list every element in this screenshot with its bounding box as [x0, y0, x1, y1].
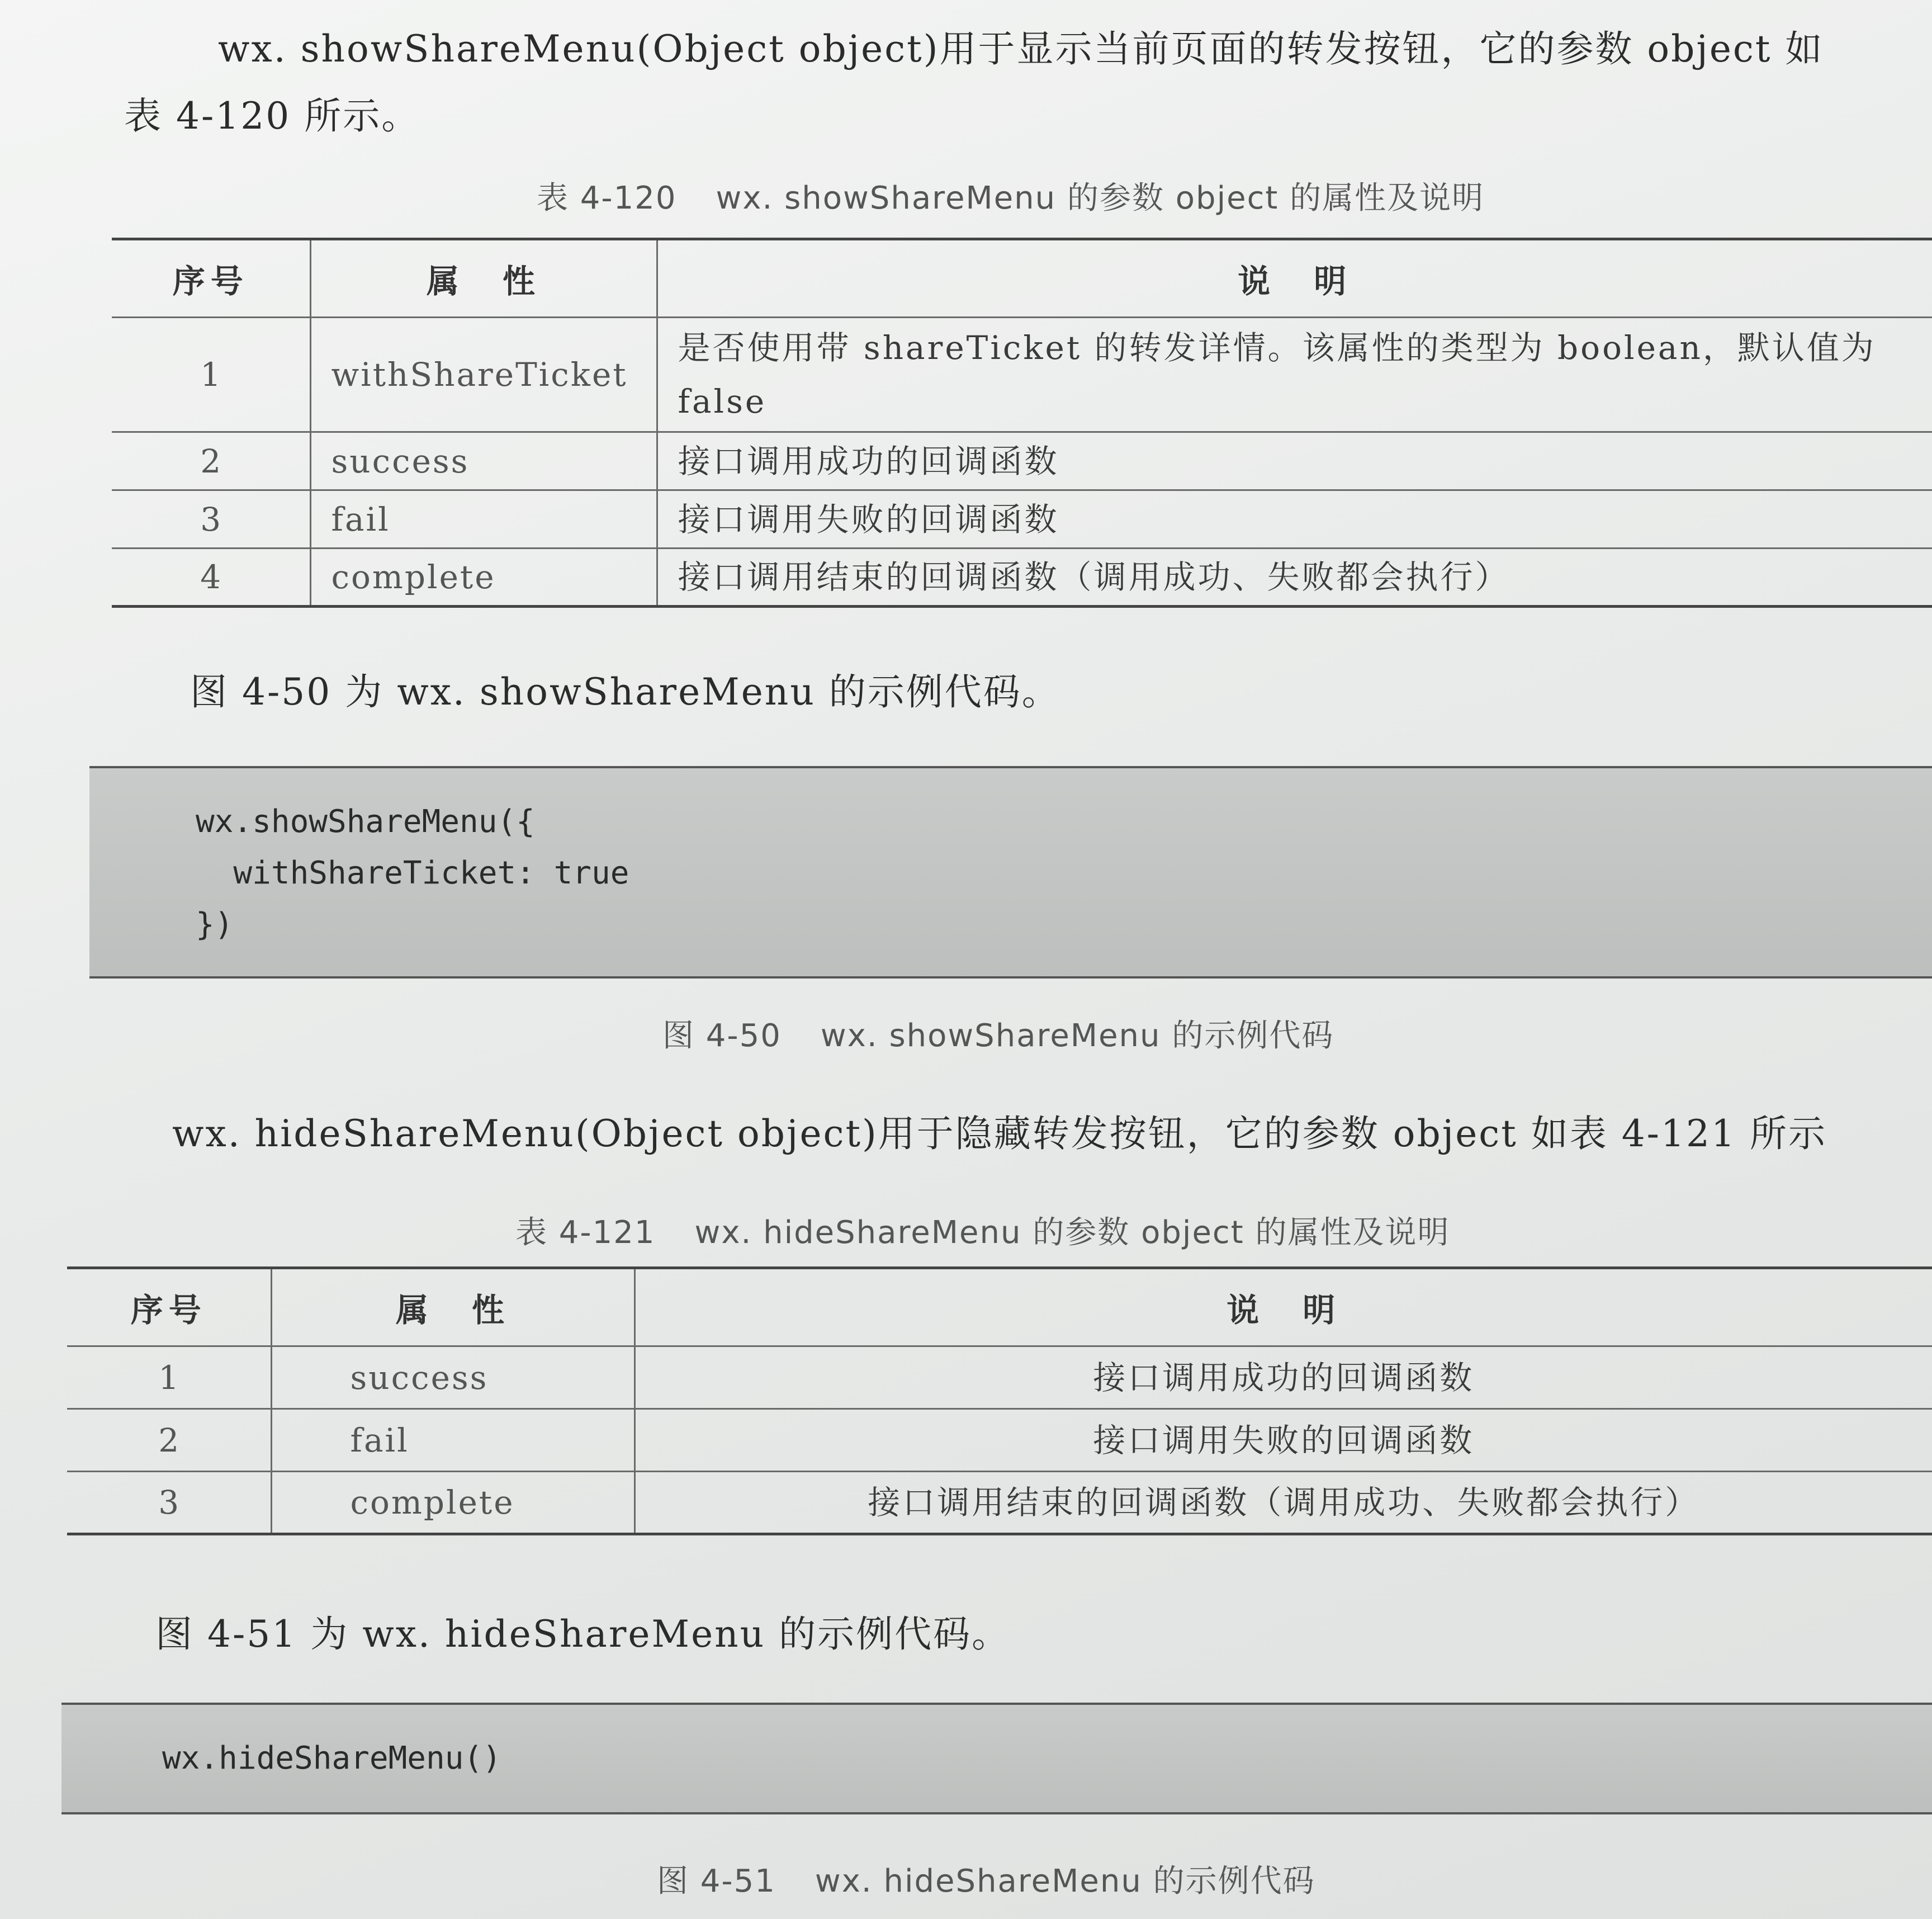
- row-description: 接口调用成功的回调函数: [657, 432, 1932, 490]
- row-index: 1: [67, 1346, 271, 1409]
- table-row: [67, 1409, 1932, 1472]
- table-caption-text: wx. hideShareMenu 的参数 object 的属性及说明: [694, 1214, 1450, 1251]
- code-line: wx.hideShareMenu(): [162, 1740, 501, 1776]
- table-caption: [537, 173, 1484, 218]
- code-line: withShareTicket: true: [196, 855, 629, 891]
- intro-paragraph-2: wx. hideShareMenu(Object object)用于隐藏转发按钮，它的参数 object 如表 4-121 所示: [172, 1112, 1827, 1155]
- row-index: 4: [112, 549, 310, 607]
- header-index: 序号: [112, 239, 310, 318]
- header-property: 属 性: [310, 239, 657, 318]
- table-row: [112, 549, 1932, 607]
- row-index: 2: [67, 1409, 271, 1472]
- table-row: [67, 1346, 1932, 1409]
- table-header-row: [112, 239, 1932, 318]
- table-caption-number: 表 4-121: [515, 1214, 656, 1251]
- row-index: 3: [112, 490, 310, 549]
- table-row: [112, 490, 1932, 549]
- row-index: 3: [67, 1472, 271, 1534]
- code-line: }): [196, 906, 234, 943]
- code-block-show: [89, 766, 1932, 979]
- figure-caption: [662, 1011, 1334, 1056]
- row-description: 接口调用结束的回调函数（调用成功、失败都会执行）: [634, 1472, 1932, 1534]
- table-header-row: [67, 1268, 1932, 1346]
- row-property: fail: [271, 1409, 634, 1472]
- table-caption: [515, 1208, 1450, 1252]
- row-property: complete: [310, 549, 657, 607]
- row-property: withShareTicket: [310, 318, 657, 432]
- row-index: 1: [112, 318, 310, 432]
- figure-reference-2: 图 4-51 为 wx. hideShareMenu 的示例代码。: [155, 1613, 1011, 1656]
- header-index: 序号: [67, 1268, 271, 1346]
- params-table-show: [112, 238, 1932, 608]
- header-description: 说 明: [634, 1268, 1932, 1346]
- figure-caption-text: wx. showShareMenu 的示例代码: [820, 1018, 1334, 1054]
- table-row: [67, 1472, 1932, 1534]
- intro-paragraph-line-1: wx. showShareMenu(Object object)用于显示当前页面的转发按钮，它的参数 object 如: [218, 27, 1824, 70]
- figure-reference-1: 图 4-50 为 wx. showShareMenu 的示例代码。: [190, 670, 1060, 713]
- header-description: 说 明: [657, 239, 1932, 318]
- figure-caption-number: 图 4-50: [662, 1018, 782, 1054]
- row-index: 2: [112, 432, 310, 490]
- figure-caption-number: 图 4-51: [657, 1863, 776, 1899]
- row-property: fail: [310, 490, 657, 549]
- figure-caption: [657, 1856, 1315, 1901]
- row-property: complete: [271, 1472, 634, 1534]
- row-property: success: [310, 432, 657, 490]
- row-description: 接口调用失败的回调函数: [657, 490, 1932, 549]
- row-description: 接口调用失败的回调函数: [634, 1409, 1932, 1472]
- table-row: [112, 432, 1932, 490]
- row-description: 接口调用成功的回调函数: [634, 1346, 1932, 1409]
- code-block-hide: [61, 1703, 1932, 1814]
- row-description: 接口调用结束的回调函数（调用成功、失败都会执行）: [657, 549, 1932, 607]
- table-row: [112, 318, 1932, 432]
- table-caption-text: wx. showShareMenu 的参数 object 的属性及说明: [716, 180, 1485, 216]
- header-property: 属 性: [271, 1268, 634, 1346]
- code-line: wx.showShareMenu({: [196, 803, 535, 840]
- params-table-hide: [67, 1266, 1932, 1535]
- intro-paragraph-line-2: 表 4-120 所示。: [124, 94, 420, 138]
- figure-caption-text: wx. hideShareMenu 的示例代码: [815, 1863, 1315, 1899]
- row-description: 是否使用带 shareTicket 的转发详情。该属性的类型为 boolean，默认值为 false: [657, 318, 1932, 432]
- row-property: success: [271, 1346, 634, 1409]
- table-caption-number: 表 4-120: [537, 180, 677, 216]
